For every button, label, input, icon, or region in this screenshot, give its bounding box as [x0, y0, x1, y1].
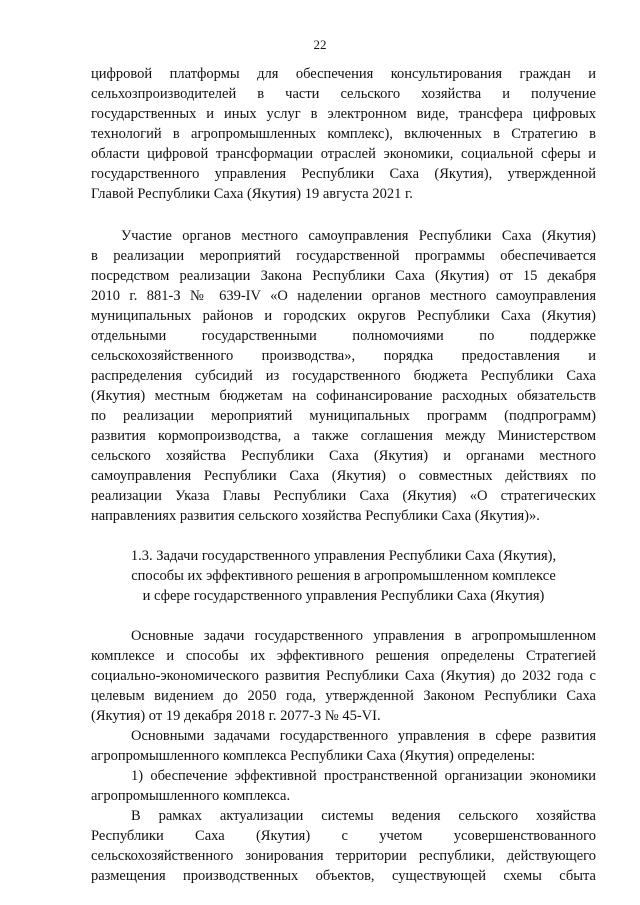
text-line: Главой Республики Саха (Якутия) 19 августа 2021 г. [91, 186, 413, 202]
text-line: отдельными государственными полномочиями по поддержке [91, 328, 596, 344]
text-line: развития кормопроизводства, а также соглашения между Министерством [91, 428, 596, 444]
text-line: Основными задачами государственного управления в сфере развития [131, 728, 596, 744]
text-line: Основные задачи государственного управления в агропромышленном [131, 628, 596, 644]
text-line: посредством реализации Закона Республики Саха (Якутия) от 15 декабря [91, 268, 596, 284]
list-item: 1) обеспечение эффективной пространственной организации экономики [131, 768, 596, 784]
text-line: Республики Саха (Якутия) с учетом усовершенствованного [91, 828, 596, 844]
text-line: Участие органов местного самоуправления Республики Саха (Якутия) [121, 228, 596, 244]
text-line: технологий в агропромышленных комплекс), включенных в Стратегию в [91, 126, 596, 142]
text-line: агропромышленного комплекса. [91, 788, 291, 804]
text-line: целевым видением до 2050 года, утвержденной Законом Республики Саха [91, 688, 596, 704]
text-line: области цифровой трансформации отраслей экономики, социальной сферы и [91, 146, 596, 162]
text-line: 2010 г. 881-З № 639-IV «О наделении органов местного самоуправления [91, 288, 596, 304]
text-line: сельскохозяйственного производства», порядка предоставления и [91, 348, 596, 364]
text-line: социально-экономического развития Республики Саха (Якутия) до 2032 года с [91, 668, 596, 684]
text-line: сельского хозяйства Республики Саха (Якутия) и органами местного [91, 448, 596, 464]
text-line: реализации Указа Главы Республики Саха (Якутия) «О стратегических [91, 488, 596, 504]
text-line: самоуправления Республики Саха (Якутия) о совместных действиях по [91, 468, 596, 484]
text-line: по реализации мероприятий муниципальных программ (подпрограмм) [91, 408, 596, 424]
text-line: (Якутия) от 19 декабря 2018 г. 2077-З № 45-VI. [91, 708, 381, 724]
text-line: сельскохозяйственного зонирования территории республики, действующего [91, 848, 596, 864]
text-line: сельхозпроизводителей в части сельского хозяйства и получение [91, 86, 596, 102]
text-line: (Якутия) местным бюджетам на софинансирование расходных обязательств [91, 388, 596, 404]
text-line: муниципальных районов и городских округов Республики Саха (Якутия) [91, 308, 596, 324]
text-line: агропромышленного комплекса Республики Саха (Якутия) определены: [91, 748, 536, 764]
text-line: размещения производственных объектов, существующей схемы сбыта [91, 868, 596, 884]
section-heading: способы их эффективного решения в агропромышленном комплексе [131, 568, 556, 584]
text-line: распределения субсидий из государственного бюджета Республики Саха [91, 368, 596, 384]
text-line: комплексе и способы их эффективного решения определены Стратегией [91, 648, 596, 664]
text-line: В рамках актуализации системы ведения сельского хозяйства [131, 808, 596, 824]
section-heading: 1.3. Задачи государственного управления Республики Саха (Якутия), [130, 548, 557, 564]
page-number: 22 [313, 37, 327, 52]
text-line: государственного управления Республики Саха (Якутия), утвержденной [91, 166, 596, 182]
text-line: государственных и иных услуг в электронном виде, трансфера цифровых [91, 106, 596, 122]
text-line: в реализации мероприятий государственной программы обеспечивается [91, 248, 596, 264]
section-heading: и сфере государственного управления Республики Саха (Якутия) [142, 588, 545, 604]
text-line: цифровой платформы для обеспечения консультирования граждан и [91, 66, 596, 82]
text-line: направлениях развития сельского хозяйства Республики Саха (Якутия)». [91, 508, 540, 524]
